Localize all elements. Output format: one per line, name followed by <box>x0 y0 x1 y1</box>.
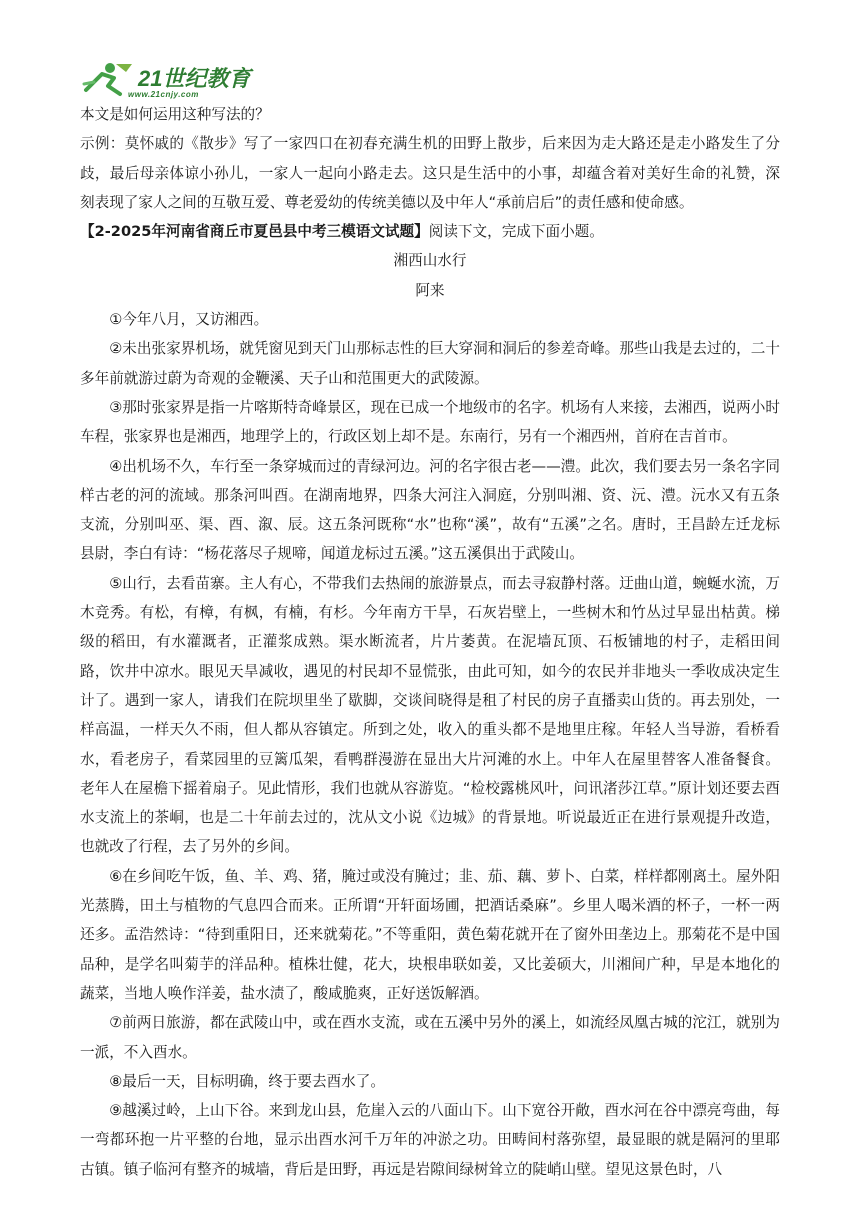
question-tail: 本文是如何运用这种写法的？ <box>80 106 270 123</box>
paragraph-4: ④出机场不久，车行至一条穿城而过的青绿河边。河的名字很古老——澧。此次，我们要去另一条名字同样古老的河的流域。那条河叫酉。在湖南地界，四条大河注入洞庭，分别叫湘、资、沅、澧。沅水又有五条支流，分别叫巫、渠、酉、溆、辰。这五条河既称“水”也称“溪”，故有“五溪”之名。唐时，王昌龄左迁龙标县尉，李白有诗：“杨花落尽子规啼，闻道龙标过五溪。”这五溪俱出于武陵山。 <box>80 457 780 563</box>
paragraph-2: ②未出张家界机场，就凭窗见到天门山那标志性的巨大穿洞和洞后的参差奇峰。那些山我是去过的，二十多年前就游过蔚为奇观的金鞭溪、天子山和范围更大的武陵源。 <box>80 340 780 387</box>
question-heading <box>80 217 780 246</box>
example-answer: 示例：莫怀戚的《散步》写了一家四口在初春充满生机的田野上散步，后来因为走大路还是走小路发生了分歧，最后母亲体谅小孙儿，一家人一起向小路走去。这只是生活中的小事，却蕴含着对美好生命的礼赞，深刻表现了家人之间的互敬互爱、尊老爱幼的传统美德以及中年人“承前启后”的责任感和使命感。 <box>80 135 780 211</box>
logo-brand: 21世纪教育 <box>138 66 251 91</box>
article-author: 阿来 <box>415 281 445 299</box>
paragraph-9: ⑨越溪过岭，上山下谷。来到龙山县，危崖入云的八面山下。山下宽谷开敞，酉水河在谷中漂亮弯曲，每一弯都环抱一片平整的台地，显示出酉水河千万年的冲淤之功。田畴间村落弥望，最显眼的就是隔河的里耶古镇。镇子临河有整齐的城墙，背后是田野，再远是岩隙间绿树耸立的陡峭山壁。望见这景色时，八 <box>80 1102 780 1178</box>
logo <box>80 60 280 104</box>
paragraph-6: ⑥在乡间吃午饭，鱼、羊、鸡、猪，腌过或没有腌过；韭、茄、藕、萝卜、白菜，样样都刚离土。屋外阳光蒸腾，田土与植物的气息四合而来。正所谓“开轩面场圃，把酒话桑麻”。乡里人喝米酒的杯子，一杯一两还多。孟浩然诗：“待到重阳日，还来就菊花。”不等重阳，黄色菊花就开在了窗外田垄边上。那菊花不是中国品种，是学名叫菊芋的洋品种。植株壮健，花大，块根串联如姜，又比姜硕大，川湘间广种，早是本地化的蔬菜，当地人唤作洋姜，盐水渍了，酸咸脆爽，正好送饭解酒。 <box>80 867 780 1002</box>
paragraph-7: ⑦前两日旅游，都在武陵山中，或在酉水支流，或在五溪中另外的溪上，如流经凤凰古城的沱江，就别为一派，不入酉水。 <box>80 1014 780 1061</box>
article-title: 湘西山水行 <box>393 252 467 270</box>
paragraph-1: ①今年八月，又访湘西。 <box>109 311 269 329</box>
question-source: 【2-2025年河南省商丘市夏邑县中考三模语文试题】 <box>80 223 429 241</box>
paragraph-3: ③那时张家界是指一片喀斯特奇峰景区，现在已成一个地级市的名字。机场有人来接，去湘西，说两小时车程，张家界也是湘西，地理学上的，行政区划上却不是。东南行，另有一个湘西州，首府在吉首市。 <box>80 398 780 446</box>
paragraph-8: ⑧最后一天，目标明确，终于要去酉水了。 <box>109 1072 385 1090</box>
paragraph-5: ⑤山行，去看苗寨。主人有心，不带我们去热闹的旅游景点，而去寻寂静村落。迂曲山道，蜿蜒水流，万木竞秀。有松，有樟，有枫，有楠，有杉。今年南方干旱，石灰岩壁上，一些树木和竹丛过早显出枯黄。梯级的稻田，有水灌溉者，正灌浆成熟。渠水断流者，片片萎黄。在泥墙瓦顶、石板铺地的村子，走稻田间路，饮井中凉水。眼见天旱减收，遇见的村民却不显慌张，由此可知，如今的农民并非地头一季收成决定生计了。遇到一家人，请我们在院坝里坐了歇脚，交谈间晓得是租了村民的房子直播卖山货的。再去别处，一样高温，一样天久不雨，但人都从容镇定。所到之处，收入的重头都不是地里庄稼。年轻人当导游，看桥看水，看老房子，看菜园里的豆篱瓜架，看鸭群漫游在显出大片河滩的水上。中年人在屋里替客人准备餐食。老年人在屋檐下摇着扇子。见此情形，我们也就从容游览。“检校露桃风叶，问讯渚莎江草。”原计划还要去酉水支流上的茶峒，也是二十年前去过的，沈从文小说《边城》的背景地。听说最近正在进行景观提升改造，也就改了行程，去了另外的乡间。 <box>80 574 780 856</box>
document-body <box>80 100 780 1184</box>
question-instruction: 阅读下文，完成下面小题。 <box>428 223 604 241</box>
logo-url: www.21cnjy.com <box>128 90 199 99</box>
